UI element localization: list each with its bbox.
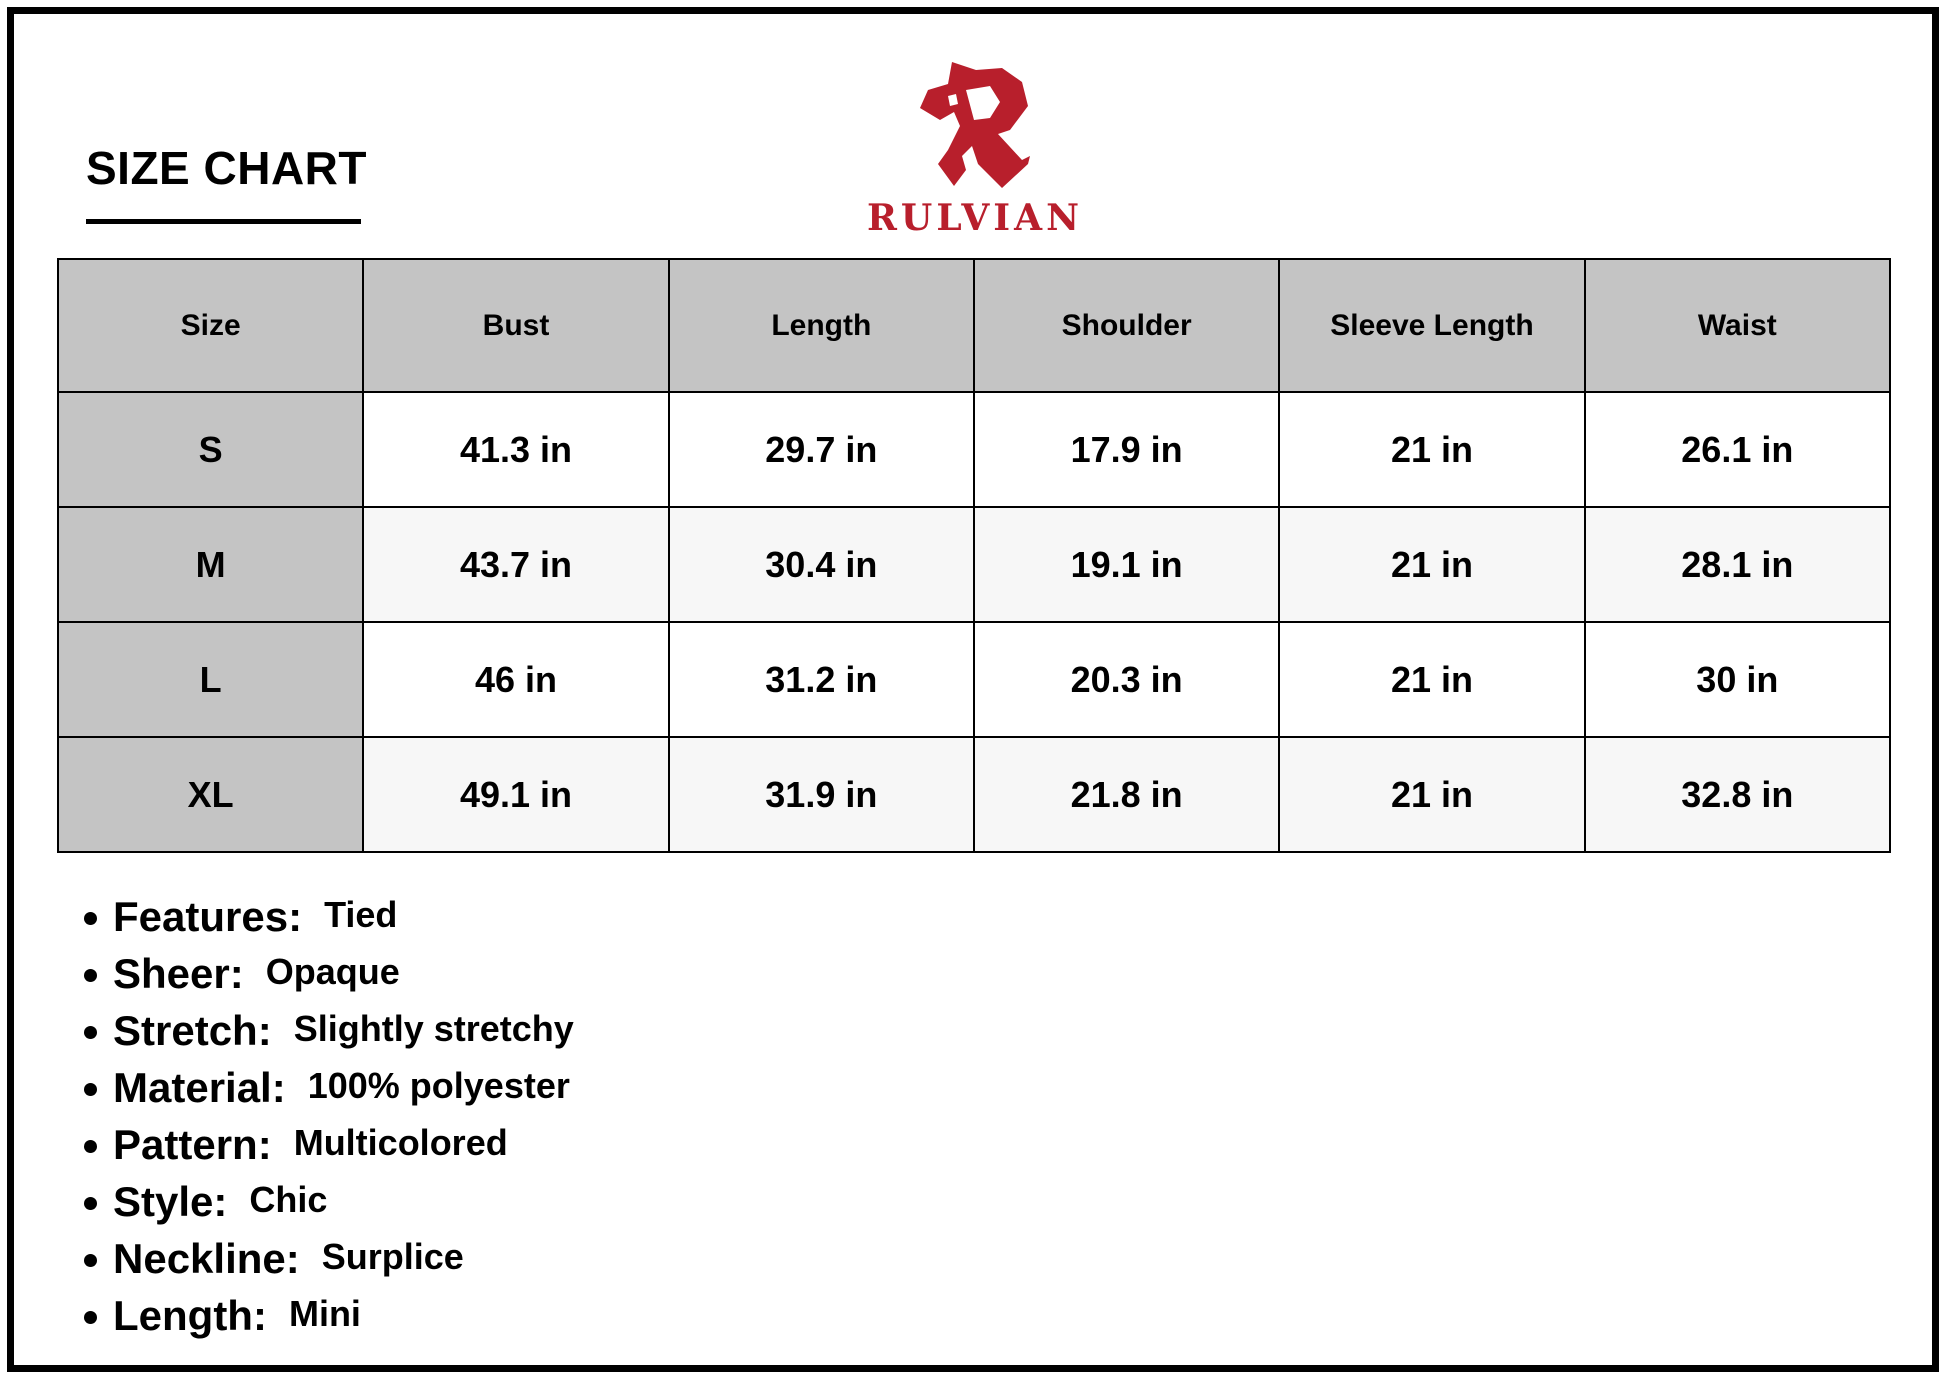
feature-label: Stretch: [113,1007,272,1054]
table-header-row [58,259,1890,392]
feature-value: Multicolored [293,1122,508,1163]
brand-name: RULVIAN [867,197,1083,239]
shoulder-cell: 19.1 in [974,507,1279,622]
table-row [58,737,1890,852]
bullet-icon [84,1197,97,1210]
feature-value: Mini [288,1293,361,1334]
bullet-icon [84,1140,97,1153]
sleeve-length-cell: 21 in [1279,507,1584,622]
list-item [84,1121,574,1178]
feature-value: Surplice [321,1236,464,1277]
sleeve-length-cell: 21 in [1279,622,1584,737]
length-cell: 31.2 in [669,622,974,737]
letter-r-logo-icon [918,60,1030,194]
bullet-icon [84,912,97,925]
length-cell: 29.7 in [669,392,974,507]
list-item [84,1292,574,1349]
list-item [84,893,574,950]
feature-value: Chic [249,1179,328,1220]
size-table [57,258,1891,853]
feature-value: Opaque [265,951,400,992]
length-cell: 31.9 in [669,737,974,852]
bust-cell: 46 in [363,622,668,737]
header-length: Length [669,259,974,392]
bullet-icon [84,1254,97,1267]
feature-label: Material: [113,1064,286,1111]
length-cell: 30.4 in [669,507,974,622]
table-row [58,507,1890,622]
waist-cell: 26.1 in [1585,392,1890,507]
table-row [58,622,1890,737]
waist-cell: 30 in [1585,622,1890,737]
feature-label: Neckline: [113,1235,300,1282]
bust-cell: 43.7 in [363,507,668,622]
waist-cell: 32.8 in [1585,737,1890,852]
header-shoulder: Shoulder [974,259,1279,392]
feature-value: Slightly stretchy [293,1008,574,1049]
shoulder-cell: 21.8 in [974,737,1279,852]
header-sleeve-length: Sleeve Length [1279,259,1584,392]
sleeve-length-cell: 21 in [1279,737,1584,852]
bullet-icon [84,1026,97,1039]
features-list [84,893,574,1349]
list-item [84,1178,574,1235]
header-bust: Bust [363,259,668,392]
bullet-icon [84,1083,97,1096]
list-item [84,1235,574,1292]
table-row [58,392,1890,507]
shoulder-cell: 20.3 in [974,622,1279,737]
feature-value: 100% polyester [307,1065,570,1106]
feature-label: Features: [113,893,303,940]
brand-logo [860,60,1090,238]
bullet-icon [84,1311,97,1324]
feature-label: Style: [113,1178,228,1225]
size-cell: L [58,622,363,737]
size-cell: XL [58,737,363,852]
feature-value: Tied [324,894,398,935]
list-item [84,1007,574,1064]
bust-cell: 41.3 in [363,392,668,507]
size-cell: S [58,392,363,507]
bust-cell: 49.1 in [363,737,668,852]
feature-label: Pattern: [113,1121,272,1168]
header-waist: Waist [1585,259,1890,392]
bullet-icon [84,969,97,982]
waist-cell: 28.1 in [1585,507,1890,622]
list-item [84,1064,574,1121]
feature-label: Length: [113,1292,267,1339]
size-cell: M [58,507,363,622]
title-underline [86,219,361,224]
feature-label: Sheer: [113,950,244,997]
list-item [84,950,574,1007]
sleeve-length-cell: 21 in [1279,392,1584,507]
page-title: SIZE CHART [86,142,367,194]
header-size: Size [58,259,363,392]
shoulder-cell: 17.9 in [974,392,1279,507]
